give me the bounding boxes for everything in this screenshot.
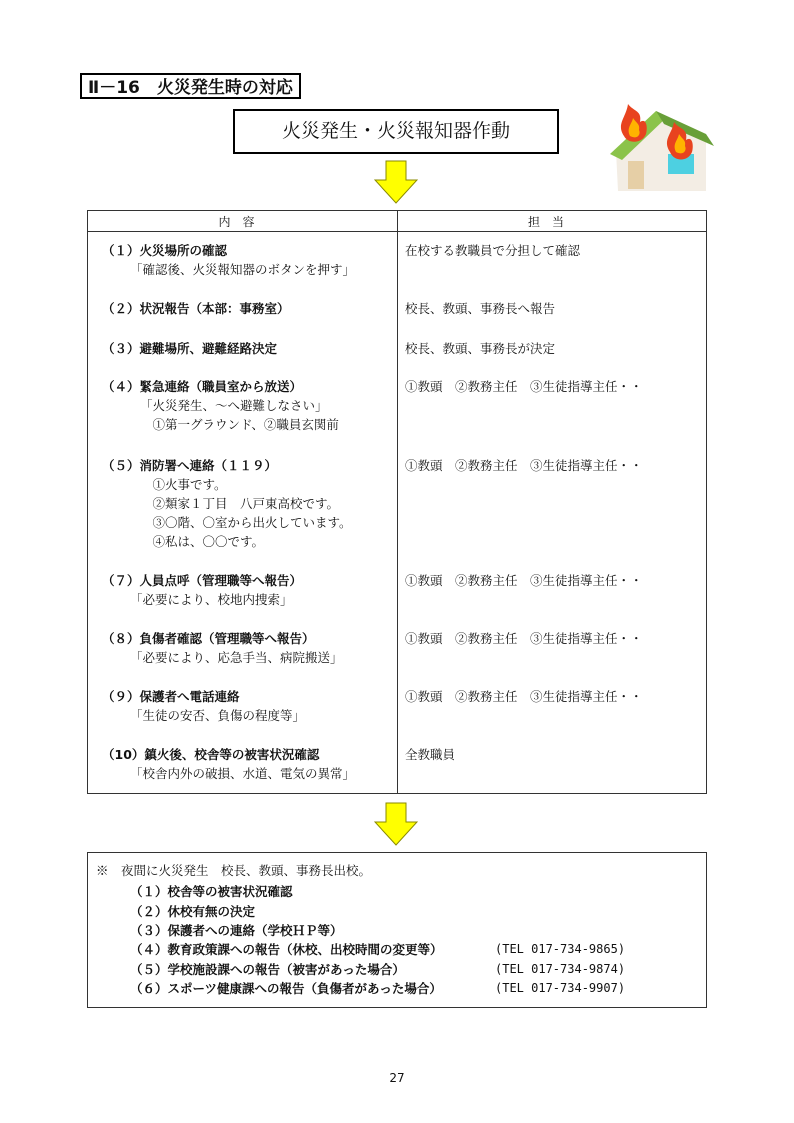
note-tel: (TEL 017-734-9874): [495, 962, 626, 976]
table-row: [102, 377, 339, 434]
table-row: [102, 745, 355, 783]
note-tel: (TEL 017-734-9907): [495, 981, 626, 995]
row-responsible: 在校する教職員で分担して確認: [405, 243, 581, 258]
row-detail: ②類家１丁目 八戸東高校です。: [140, 496, 340, 511]
note-tel: (TEL 017-734-9865): [495, 942, 626, 956]
row-detail: ①第一グラウンド、②職員玄関前: [140, 417, 339, 432]
table-row: [102, 687, 305, 725]
table-row: [102, 629, 343, 667]
header-content: 内容: [218, 215, 267, 229]
note-item: （５）学校施設課への報告（被害があった場合）: [130, 962, 405, 977]
row-detail: 「火災発生、～へ避難しなさい」: [140, 398, 328, 413]
note-intro: ※ 夜間に火災発生 校長、教頭、事務長出校。: [96, 863, 372, 878]
table-header: [88, 211, 706, 232]
house-fire-icon: [606, 96, 716, 196]
note-item: （３）保護者への連絡（学校ＨＰ等）: [130, 923, 343, 938]
row-detail: 「確認後、火災報知器のボタンを押す」: [130, 262, 356, 277]
row-detail: ①火事です。: [140, 477, 227, 492]
table-row: [102, 571, 302, 609]
section-title: Ⅱ－16 火災発生時の対応: [80, 73, 301, 99]
table-row: [102, 339, 277, 358]
row-title: （７）人員点呼（管理職等へ報告）: [102, 573, 303, 588]
note-item: （１）校舎等の被害状況確認: [130, 884, 293, 899]
row-detail: ④私は、〇〇です。: [140, 534, 265, 549]
note-item: （４）教育政策課への報告（休校、出校時間の変更等）: [130, 942, 443, 957]
row-detail: 「校舎内外の破損、水道、電気の異常」: [130, 766, 356, 781]
header-responsible: 担当: [527, 215, 576, 229]
table-row: [102, 241, 355, 279]
row-title: （３）避難場所、避難経路決定: [102, 341, 278, 356]
column-divider: [397, 211, 398, 793]
night-fire-note: [87, 852, 707, 1008]
down-arrow-icon: [374, 160, 418, 204]
row-title: （５）消防署へ連絡（１１９）: [102, 458, 278, 473]
row-detail: ③〇階、〇室から出火しています。: [140, 515, 352, 530]
row-responsible: ①教頭 ②教務主任 ③生徒指導主任・・: [405, 631, 643, 646]
row-responsible: ①教頭 ②教務主任 ③生徒指導主任・・: [405, 379, 643, 394]
row-detail: 「必要により、応急手当、病院搬送」: [130, 650, 343, 665]
row-detail: 「生徒の安否、負傷の程度等」: [130, 708, 306, 723]
row-responsible: 全教職員: [405, 747, 456, 762]
row-responsible: 校長、教頭、事務長が決定: [405, 341, 556, 356]
row-detail: 「必要により、校地内捜索」: [130, 592, 293, 607]
row-title: （10）鎮火後、校舎等の被害状況確認: [102, 747, 320, 762]
page-number: 27: [389, 1071, 405, 1085]
row-responsible: ①教頭 ②教務主任 ③生徒指導主任・・: [405, 458, 643, 473]
row-title: （４）緊急連絡（職員室から放送）: [102, 379, 303, 394]
row-responsible: 校長、教頭、事務長へ報告: [405, 301, 556, 316]
row-responsible: ①教頭 ②教務主任 ③生徒指導主任・・: [405, 689, 643, 704]
response-table: [87, 210, 707, 794]
row-title: （９）保護者へ電話連絡: [102, 689, 240, 704]
trigger-box: 火災発生・火災報知器作動: [233, 109, 559, 154]
table-row: [102, 456, 352, 551]
row-title: （２）状況報告（本部：事務室）: [102, 301, 290, 316]
table-row: [102, 299, 290, 318]
note-item: （６）スポーツ健康課への報告（負傷者があった場合）: [130, 981, 442, 996]
down-arrow-icon: [374, 802, 418, 846]
row-responsible: ①教頭 ②教務主任 ③生徒指導主任・・: [405, 573, 643, 588]
row-title: （１）火災場所の確認: [102, 243, 228, 258]
note-item: （２）休校有無の決定: [130, 904, 256, 919]
row-title: （８）負傷者確認（管理職等へ報告）: [102, 631, 315, 646]
